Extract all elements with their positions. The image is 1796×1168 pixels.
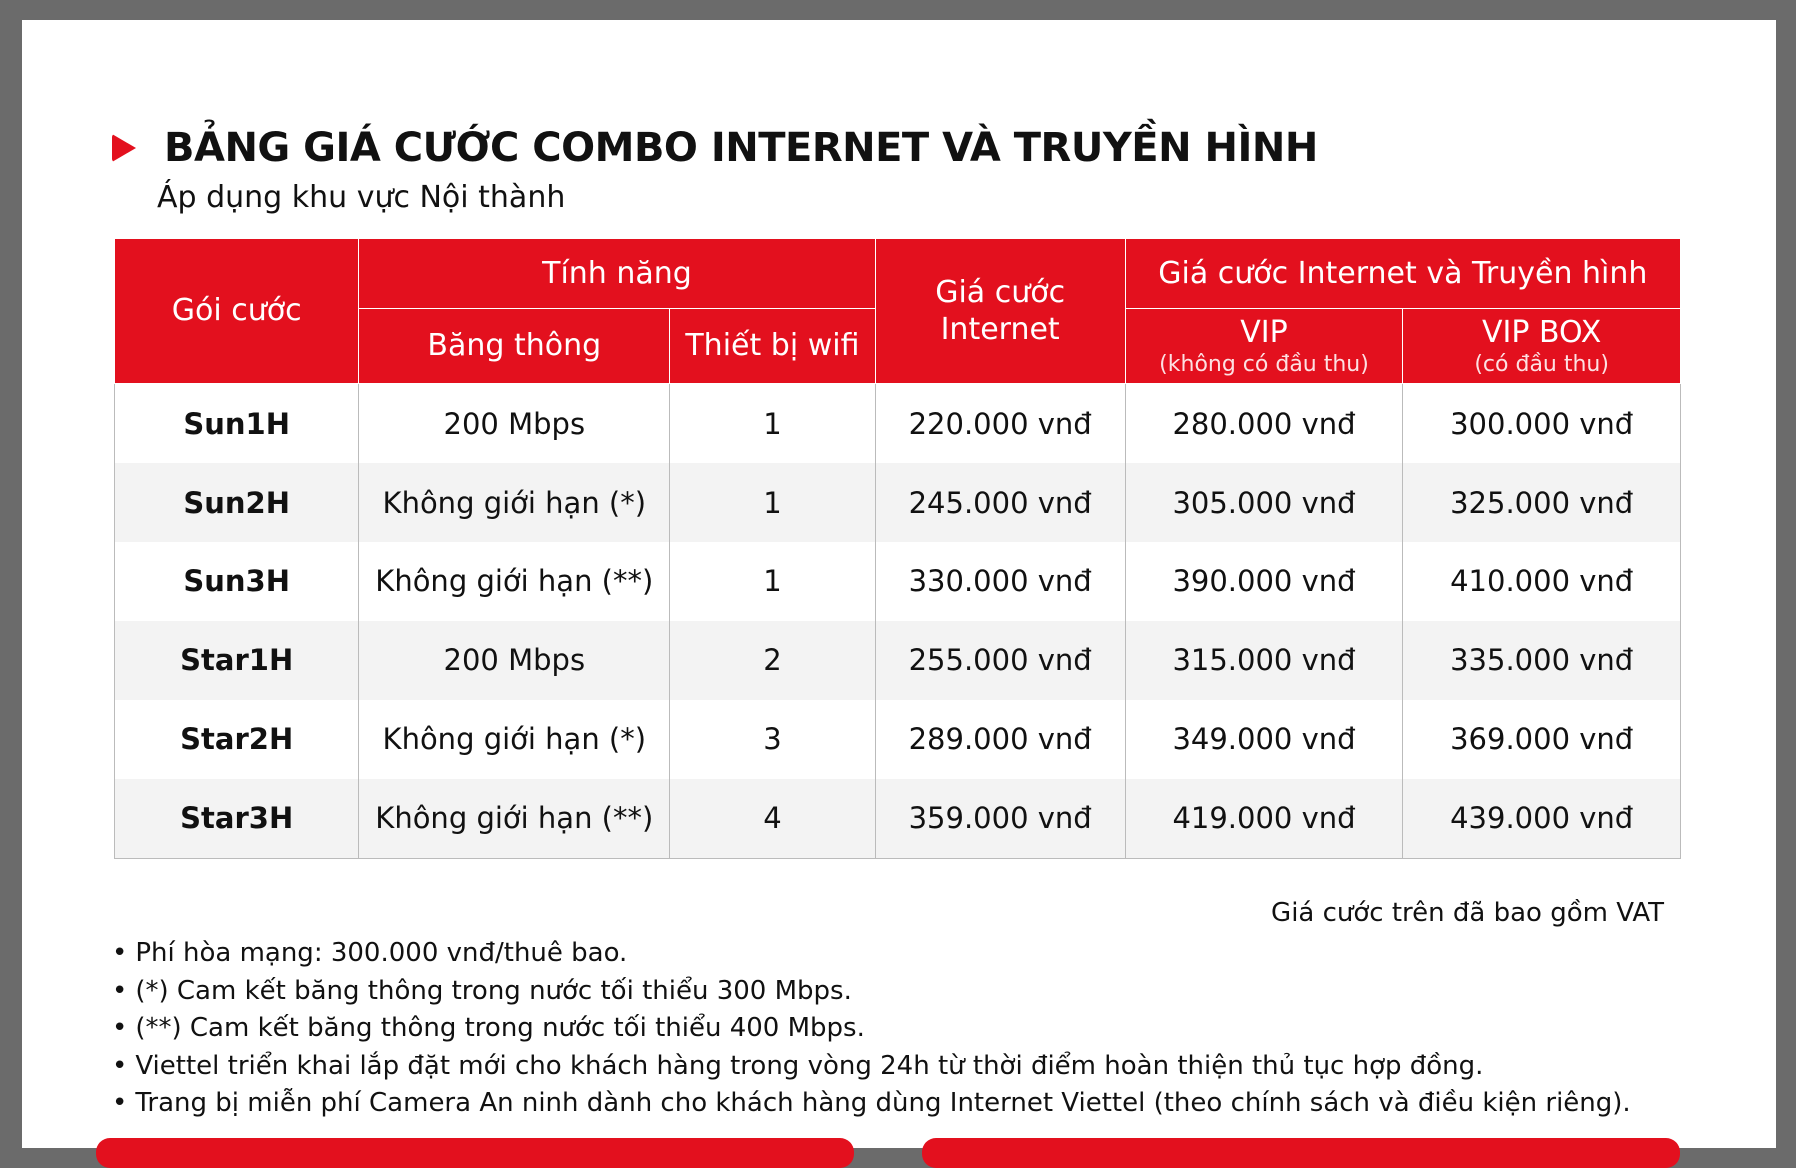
cell-wifi: 1 xyxy=(670,384,875,464)
cell-wifi: 3 xyxy=(670,700,875,779)
cell-vip: 349.000 vnđ xyxy=(1125,700,1403,779)
cell-bandwidth: 200 Mbps xyxy=(359,621,670,700)
header-wifi: Thiết bị wifi xyxy=(670,309,875,384)
bottom-left-button[interactable] xyxy=(96,1138,854,1168)
note-item: • Viettel triển khai lắp đặt mới cho khách hàng trong vòng 24h từ thời điểm hoàn thiện thủ tục hợp đồng. xyxy=(112,1048,1631,1086)
cell-vipbox: 325.000 vnđ xyxy=(1403,463,1681,542)
cell-package: Star3H xyxy=(115,779,359,859)
cell-vipbox: 369.000 vnđ xyxy=(1403,700,1681,779)
cell-bandwidth: Không giới hạn (**) xyxy=(359,542,670,621)
title-row xyxy=(112,125,1318,171)
vat-note: Giá cước trên đã bao gồm VAT xyxy=(1271,898,1664,928)
cell-wifi: 1 xyxy=(670,542,875,621)
note-item: • Trang bị miễn phí Camera An ninh dành cho khách hàng dùng Internet Viettel (theo chính sách và điều kiện riêng). xyxy=(112,1085,1631,1123)
cell-bandwidth: 200 Mbps xyxy=(359,384,670,464)
cell-internet: 255.000 vnđ xyxy=(875,621,1125,700)
cell-internet: 220.000 vnđ xyxy=(875,384,1125,464)
cell-internet: 289.000 vnđ xyxy=(875,700,1125,779)
cell-wifi: 1 xyxy=(670,463,875,542)
play-arrow-icon xyxy=(112,134,136,162)
table-row xyxy=(115,542,1681,621)
header-internet-price: Giá cước Internet xyxy=(875,239,1125,384)
cell-package: Star2H xyxy=(115,700,359,779)
table-row xyxy=(115,384,1681,464)
cell-vip: 280.000 vnđ xyxy=(1125,384,1403,464)
cell-bandwidth: Không giới hạn (*) xyxy=(359,463,670,542)
document-page xyxy=(22,20,1776,1148)
table-row xyxy=(115,463,1681,542)
notes-list xyxy=(112,935,1631,1123)
cell-package: Sun3H xyxy=(115,542,359,621)
cell-internet: 330.000 vnđ xyxy=(875,542,1125,621)
cell-wifi: 4 xyxy=(670,779,875,859)
cell-bandwidth: Không giới hạn (**) xyxy=(359,779,670,859)
header-vip: VIP (không có đầu thu) xyxy=(1125,309,1403,384)
page-title: BẢNG GIÁ CƯỚC COMBO INTERNET VÀ TRUYỀN HÌNH xyxy=(164,125,1318,171)
header-features: Tính năng xyxy=(359,239,875,309)
header-combo-price: Giá cước Internet và Truyền hình xyxy=(1125,239,1680,309)
table-row xyxy=(115,621,1681,700)
cell-wifi: 2 xyxy=(670,621,875,700)
header-bandwidth: Băng thông xyxy=(359,309,670,384)
cell-package: Sun1H xyxy=(115,384,359,464)
cell-vipbox: 439.000 vnđ xyxy=(1403,779,1681,859)
cell-internet: 359.000 vnđ xyxy=(875,779,1125,859)
cell-bandwidth: Không giới hạn (*) xyxy=(359,700,670,779)
cell-package: Sun2H xyxy=(115,463,359,542)
cell-vip: 305.000 vnđ xyxy=(1125,463,1403,542)
header-package: Gói cước xyxy=(115,239,359,384)
cell-vipbox: 335.000 vnđ xyxy=(1403,621,1681,700)
cell-internet: 245.000 vnđ xyxy=(875,463,1125,542)
cell-package: Star1H xyxy=(115,621,359,700)
cell-vip: 315.000 vnđ xyxy=(1125,621,1403,700)
page-subtitle: Áp dụng khu vực Nội thành xyxy=(157,180,566,215)
note-item: • (**) Cam kết băng thông trong nước tối thiểu 400 Mbps. xyxy=(112,1010,1631,1048)
cell-vipbox: 410.000 vnđ xyxy=(1403,542,1681,621)
note-item: • (*) Cam kết băng thông trong nước tối thiểu 300 Mbps. xyxy=(112,973,1631,1011)
table-row xyxy=(115,779,1681,859)
header-vipbox: VIP BOX (có đầu thu) xyxy=(1403,309,1681,384)
cell-vip: 419.000 vnđ xyxy=(1125,779,1403,859)
table-row xyxy=(115,700,1681,779)
cell-vipbox: 300.000 vnđ xyxy=(1403,384,1681,464)
note-item: • Phí hòa mạng: 300.000 vnđ/thuê bao. xyxy=(112,935,1631,973)
cell-vip: 390.000 vnđ xyxy=(1125,542,1403,621)
price-table xyxy=(114,238,1681,859)
bottom-right-button[interactable] xyxy=(922,1138,1680,1168)
